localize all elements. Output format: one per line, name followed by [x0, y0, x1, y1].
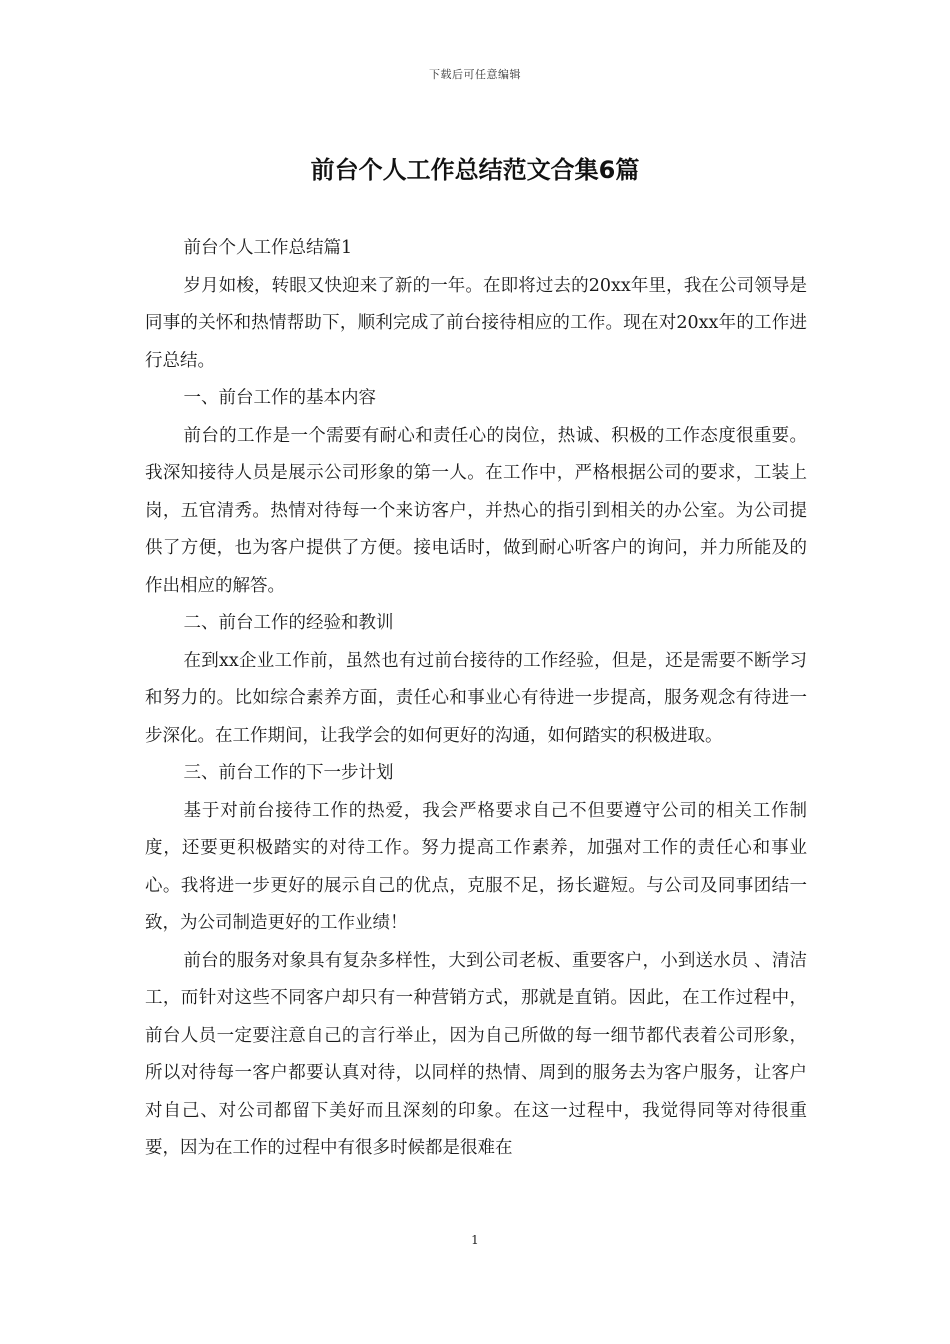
body-paragraph: 前台的工作是一个需要有耐心和责任心的岗位，热诚、积极的工作态度很重要。我深知接待人员是展示公司形象的第一人。在工作中，严格根据公司的要求，工装上岗，五官清秀。热情对待每一个来访客户，并热心的指引到相关的办公室。为公司提供了方便，也为客户提供了方便。接电话时，做到耐心听客户的询问，并力所能及的作出相应的解答。	[145, 425, 807, 596]
body-paragraph: 岁月如梭，转眼又快迎来了新的一年。在即将过去的20xx年里，我在公司领导是同事的关怀和热情帮助下，顺利完成了前台接待相应的工作。现在对20xx年的工作进行总结。	[145, 275, 807, 371]
header-note: 下载后可任意编辑	[429, 68, 521, 81]
body-paragraph: 前台的服务对象具有复杂多样性，大到公司老板、重要客户，小到送水员 、清洁工，而针对这些不同客户却只有一种营销方式，那就是直销。因此，在工作过程中，前台人员一定要注意自己的言行举止，因为自己所做的每一细节都代表着公司形象，所以对待每一客户都要认真对待，以同样的热情、周到的服务去为客户服务，让客户对自己、对公司都留下美好而且深刻的印象。在这一过程中，我觉得同等对待很重要，因为在工作的过程中有很多时候都是很难在	[145, 950, 807, 1158]
section-heading: 二、前台工作的经验和教训	[183, 613, 394, 633]
body-paragraph: 在到xx企业工作前，虽然也有过前台接待的工作经验，但是，还是需要不断学习和努力的。比如综合素养方面，责任心和事业心有待进一步提高，服务观念有待进一步深化。在工作期间，让我学会的如何更好的沟通，如何踏实的积极进取。	[145, 650, 807, 746]
page-number: 1	[471, 1233, 479, 1247]
document-title: 前台个人工作总结范文合集6篇	[310, 156, 640, 184]
body-paragraph: 基于对前台接待工作的热爱，我会严格要求自己不但要遵守公司的相关工作制度，还要更积极踏实的对待工作。努力提高工作素养，加强对工作的责任心和事业心。我将进一步更好的展示自己的优点，克服不足，扬长避短。与公司及同事团结一致，为公司制造更好的工作业绩！	[145, 800, 807, 933]
section-heading: 一、前台工作的基本内容	[183, 388, 376, 408]
section-heading: 前台个人工作总结篇1	[183, 238, 353, 258]
section-heading: 三、前台工作的下一步计划	[183, 763, 394, 783]
document-body	[145, 230, 807, 1168]
